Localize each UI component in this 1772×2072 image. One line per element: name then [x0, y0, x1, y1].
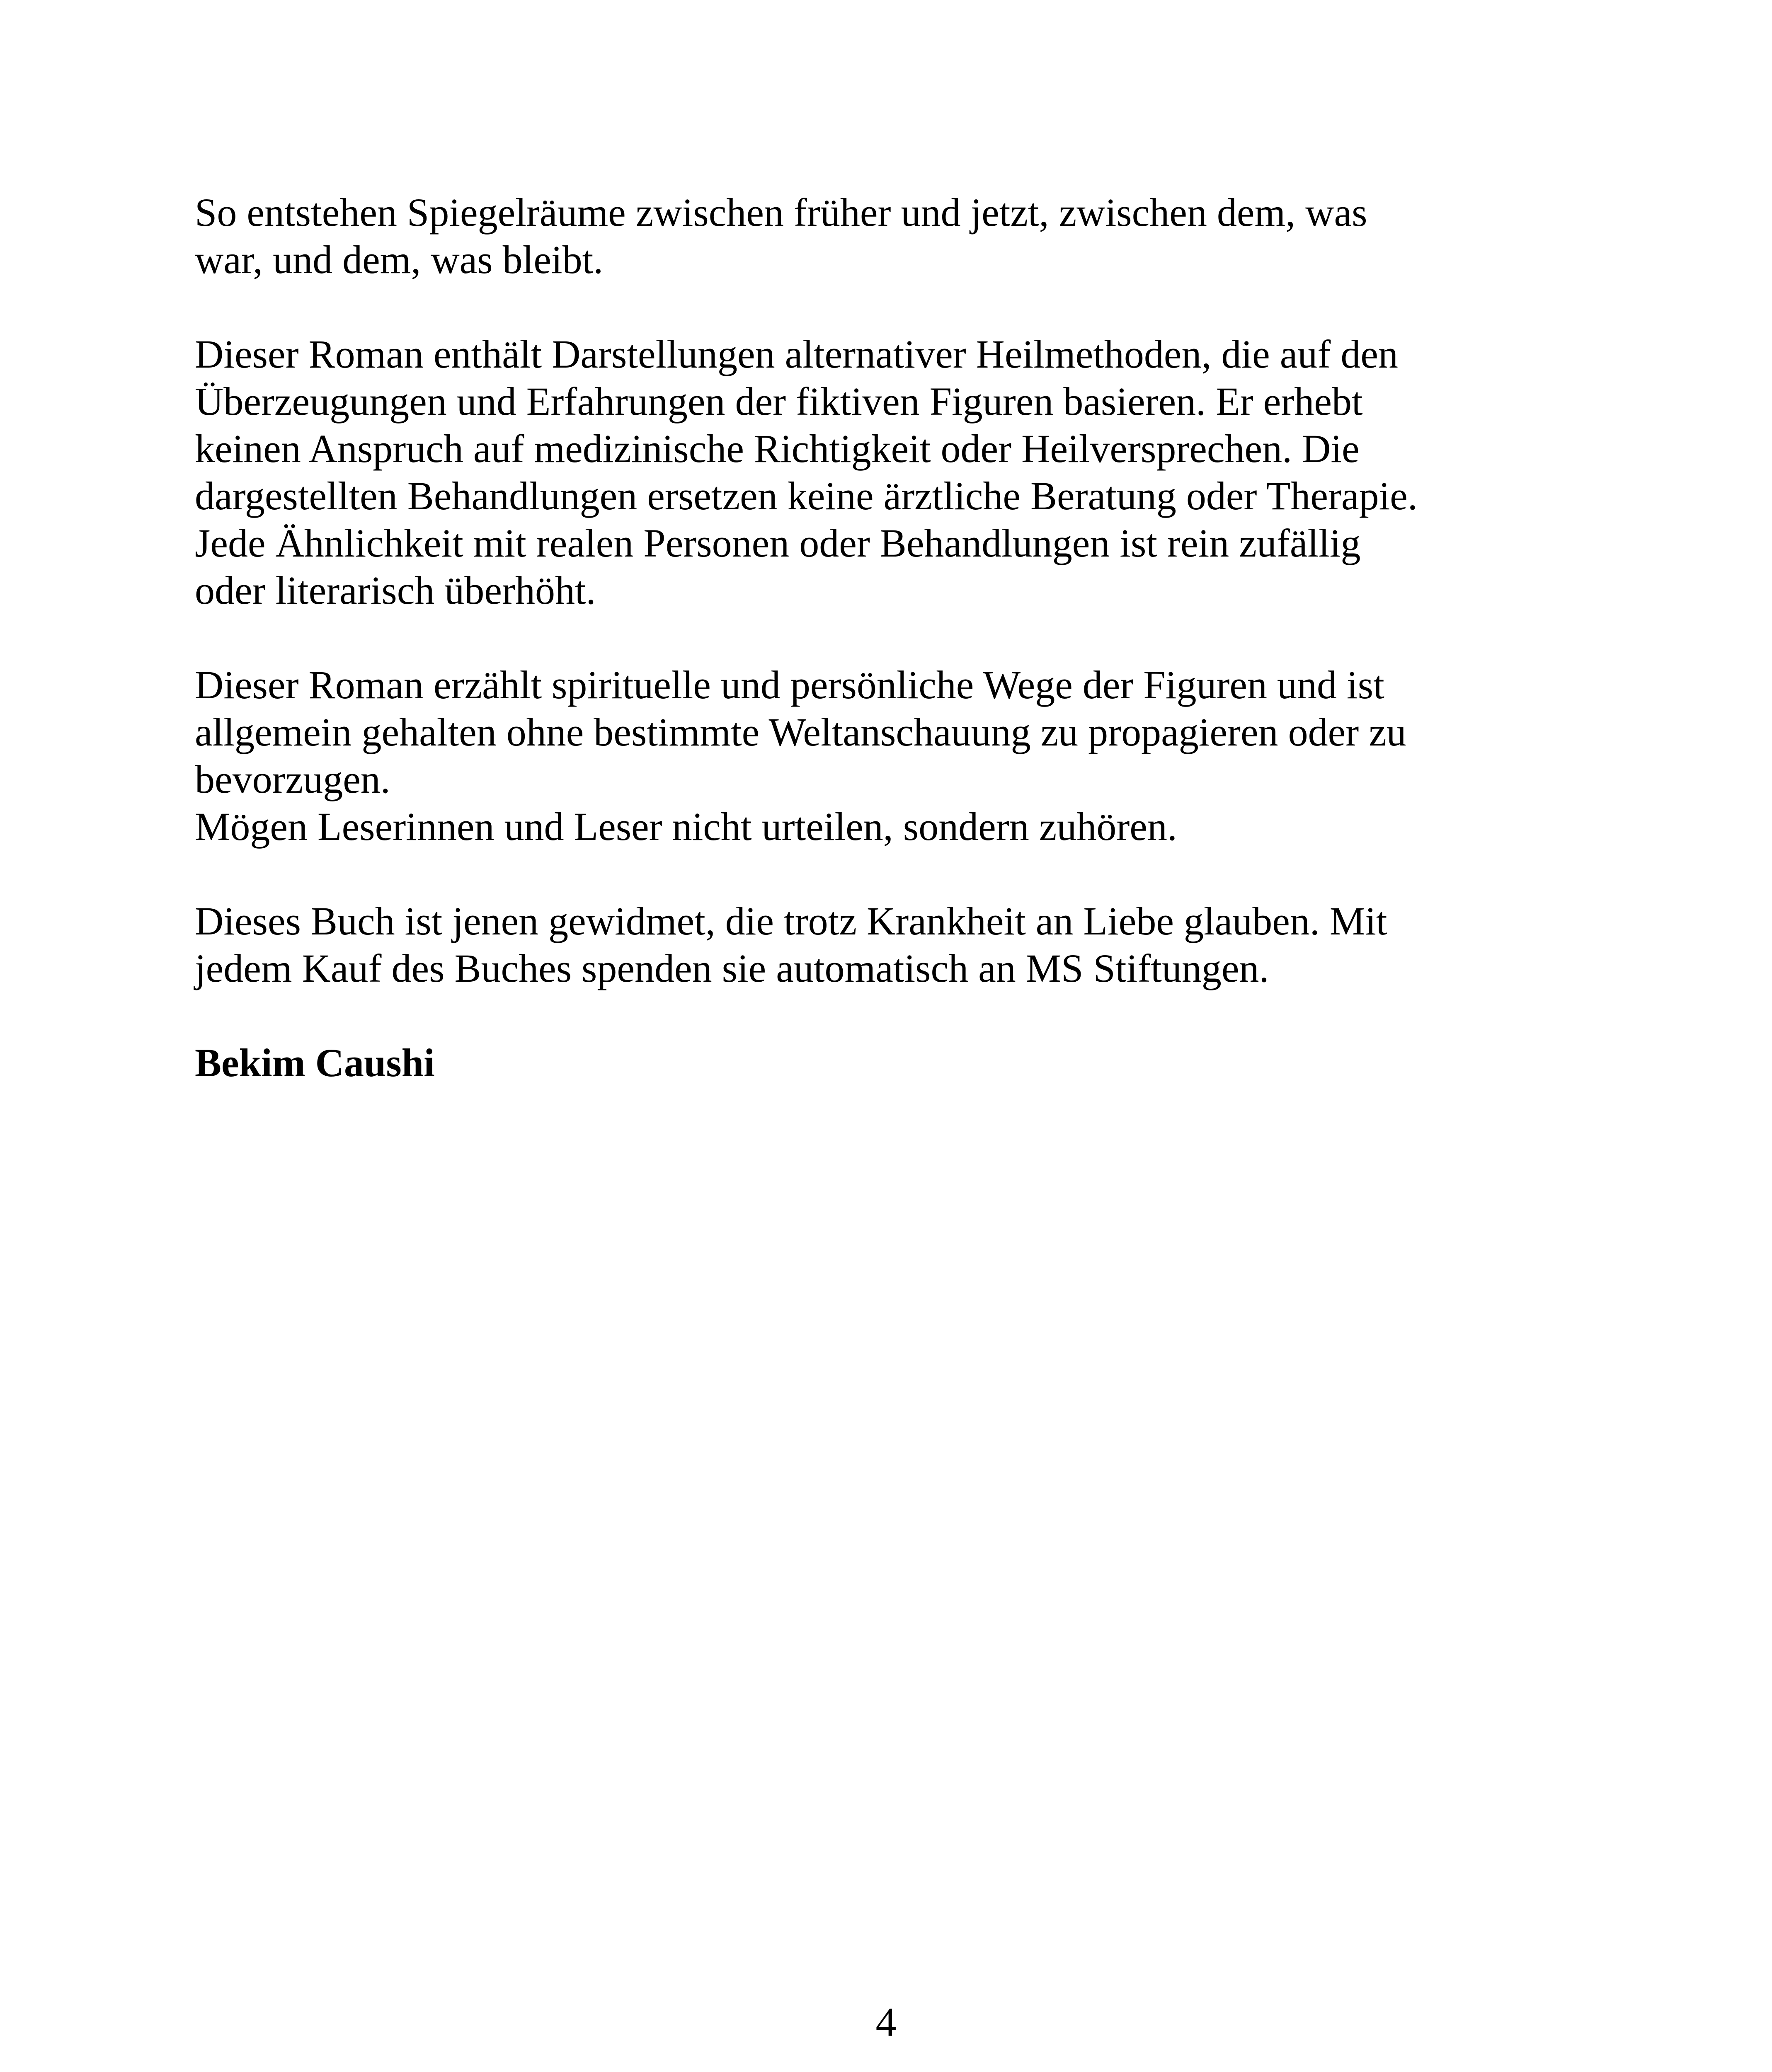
text-line: Überzeugungen und Erfahrungen der fiktiven Figuren basieren. Er erhebt: [195, 379, 1363, 424]
page-number: 4: [875, 1999, 897, 2045]
text-line: war, und dem, was bleibt.: [195, 237, 604, 282]
text-line: bevorzugen.: [195, 757, 390, 801]
text-line: dargestellten Behandlungen ersetzen keine ärztliche Beratung oder Therapie.: [195, 474, 1418, 518]
paragraph-mirror-spaces: [195, 189, 1521, 283]
paragraph-disclaimer-healing: [195, 331, 1521, 614]
paragraph-dedication: [195, 898, 1521, 992]
text-line: keinen Anspruch auf medizinische Richtigkeit oder Heilversprechen. Die: [195, 426, 1360, 471]
text-line: jedem Kauf des Buches spenden sie automatisch an MS Stiftungen.: [195, 946, 1269, 990]
author-name: Bekim Caushi: [195, 1041, 435, 1085]
paragraph-disclaimer-spiritual: [195, 661, 1521, 850]
text-line: oder literarisch überhöht.: [195, 568, 596, 612]
text-line: Mögen Leserinnen und Leser nicht urteilen, sondern zuhören.: [195, 804, 1177, 849]
body-text: [195, 189, 1521, 1087]
text-line: Dieser Roman enthält Darstellungen alternativer Heilmethoden, die auf den: [195, 332, 1398, 376]
text-line: Dieses Buch ist jenen gewidmet, die trotz Krankheit an Liebe glauben. Mit: [195, 899, 1387, 943]
text-line: allgemein gehalten ohne bestimmte Weltanschauung zu propagieren oder zu: [195, 710, 1406, 754]
text-line: So entstehen Spiegelräume zwischen früher und jetzt, zwischen dem, was: [195, 190, 1367, 235]
text-line: Dieser Roman erzählt spirituelle und persönliche Wege der Figuren und ist: [195, 663, 1384, 707]
text-line: Jede Ähnlichkeit mit realen Personen oder Behandlungen ist rein zufällig: [195, 521, 1361, 565]
